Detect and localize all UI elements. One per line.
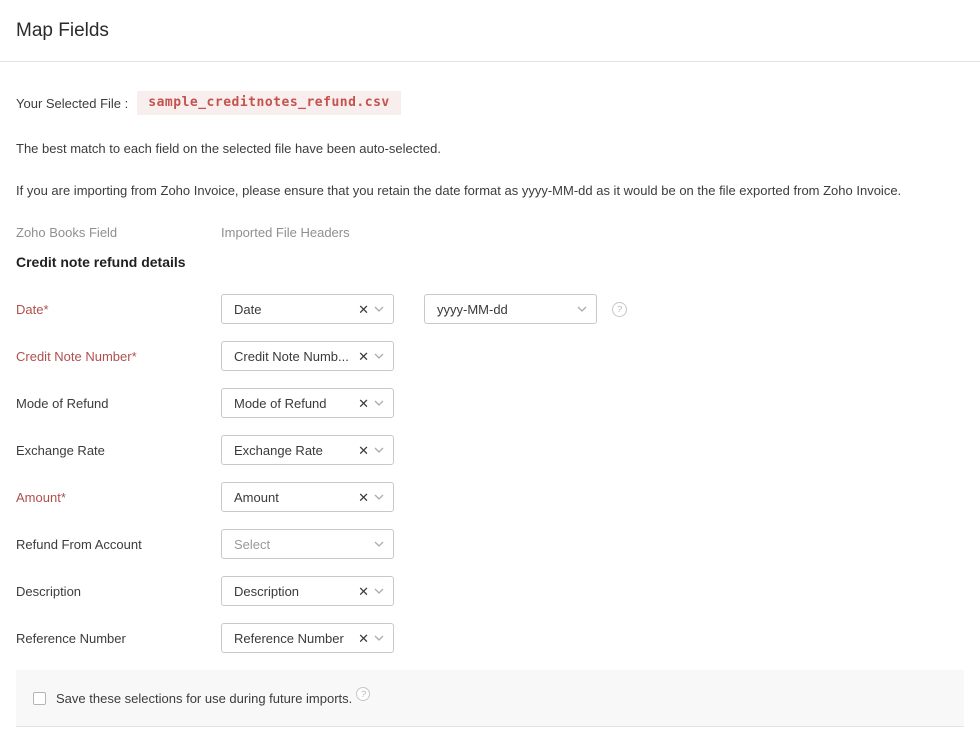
field-row-credit-note-number: [16, 341, 964, 371]
field-label-exchange-rate: Exchange Rate: [16, 442, 105, 458]
field-row-refund-from-account: [16, 529, 964, 559]
zoho-invoice-note: If you are importing from Zoho Invoice, please ensure that you retain the date format as yyyy-MM-dd as it would be on the file exported from Zoho Invoice.: [16, 183, 902, 198]
chevron-down-icon[interactable]: [577, 306, 587, 312]
clear-icon[interactable]: ✕: [358, 348, 369, 364]
required-asterisk: *: [60, 489, 66, 505]
field-label-refund-from-account: Refund From Account: [16, 536, 142, 552]
clear-icon[interactable]: ✕: [358, 442, 369, 458]
map-fields-content: [0, 91, 980, 653]
select-value: Description: [234, 583, 300, 599]
clear-icon[interactable]: ✕: [358, 395, 369, 411]
date-format-select[interactable]: [424, 294, 597, 324]
select-value: Mode of Refund: [234, 395, 327, 411]
field-label-amount: Amount*: [16, 489, 66, 505]
chevron-down-icon[interactable]: [374, 588, 384, 594]
select-value: Amount: [234, 489, 279, 505]
select-value: yyyy-MM-dd: [437, 301, 508, 317]
field-label-date: Date*: [16, 301, 49, 317]
field-row-mode-of-refund: [16, 388, 964, 418]
clear-icon[interactable]: ✕: [358, 630, 369, 646]
chevron-down-icon[interactable]: [374, 635, 384, 641]
save-selections-bar: [16, 670, 964, 727]
field-row-description: [16, 576, 964, 606]
chevron-down-icon[interactable]: [374, 353, 384, 359]
save-selections-checkbox[interactable]: [33, 692, 46, 705]
column-header-imported-file-headers: Imported File Headers: [221, 225, 350, 240]
select-value: Date: [234, 301, 262, 317]
column-header-zoho-books-field: Zoho Books Field: [16, 225, 118, 240]
column-headers: [16, 225, 964, 240]
header-divider: [0, 61, 980, 62]
selected-file-label: Your Selected File :: [16, 95, 129, 111]
select-value: Exchange Rate: [234, 442, 323, 458]
select-placeholder: Select: [234, 536, 271, 552]
select-value: Reference Number: [234, 630, 344, 646]
selected-file-name: sample_creditnotes_refund.csv: [137, 91, 400, 115]
required-asterisk: *: [43, 301, 49, 317]
field-row-date: [16, 294, 964, 324]
field-row-reference-number: [16, 623, 964, 653]
field-mapping-rows: [16, 294, 964, 653]
reference-number-header-select[interactable]: [221, 623, 394, 653]
exchange-rate-header-select[interactable]: [221, 435, 394, 465]
help-icon[interactable]: ?: [612, 302, 627, 317]
mode-of-refund-header-select[interactable]: [221, 388, 394, 418]
amount-header-select[interactable]: [221, 482, 394, 512]
help-icon[interactable]: ?: [356, 687, 370, 701]
chevron-down-icon[interactable]: [374, 447, 384, 453]
clear-icon[interactable]: ✕: [358, 489, 369, 505]
auto-select-note: The best match to each field on the selected file have been auto-selected.: [16, 141, 441, 156]
required-asterisk: *: [131, 348, 137, 364]
page-title: Map Fields: [16, 20, 109, 41]
description-header-select[interactable]: [221, 576, 394, 606]
field-label-reference-number: Reference Number: [16, 630, 126, 646]
chevron-down-icon[interactable]: [374, 494, 384, 500]
date-header-select[interactable]: [221, 294, 394, 324]
save-selections-label: Save these selections for use during future imports.: [56, 690, 353, 706]
selected-file-line: [16, 91, 964, 115]
field-label-mode-of-refund: Mode of Refund: [16, 395, 109, 411]
page-header: [0, 0, 980, 42]
refund-from-account-header-select[interactable]: [221, 529, 394, 559]
field-row-exchange-rate: [16, 435, 964, 465]
clear-icon[interactable]: ✕: [358, 583, 369, 599]
field-label-credit-note-number: Credit Note Number*: [16, 348, 137, 364]
field-label-description: Description: [16, 583, 82, 599]
chevron-down-icon[interactable]: [374, 306, 384, 312]
clear-icon[interactable]: ✕: [358, 301, 369, 317]
chevron-down-icon[interactable]: [374, 400, 384, 406]
chevron-down-icon[interactable]: [374, 541, 384, 547]
field-row-amount: [16, 482, 964, 512]
select-value: Credit Note Numb...: [234, 348, 349, 364]
section-title-credit-note-refund-details: Credit note refund details: [16, 254, 186, 270]
credit-note-number-header-select[interactable]: [221, 341, 394, 371]
